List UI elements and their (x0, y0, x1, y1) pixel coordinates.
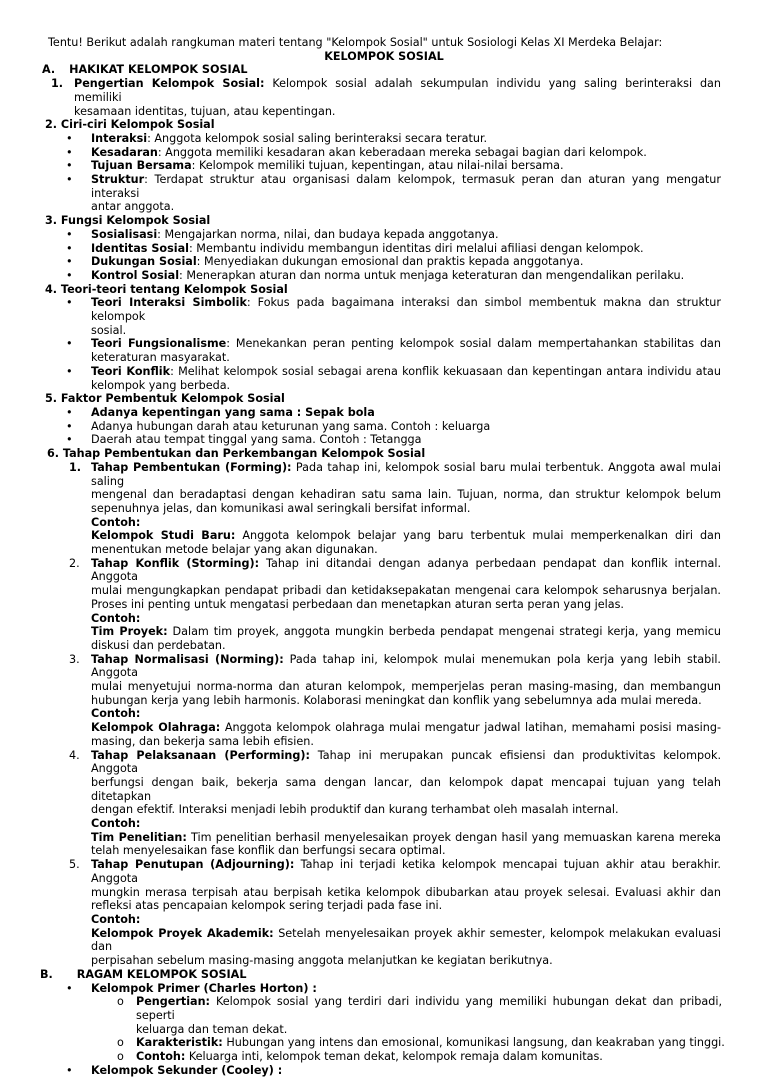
bullet-icon: • (66, 981, 73, 995)
stage-text: sepenuhnya jelas, dan komunikasi awal seringkali bersifat informal. (91, 501, 471, 515)
contoh-label: Contoh: (91, 515, 141, 529)
list-number: 1. (51, 77, 64, 91)
example-text: Kelompok Proyek Akademik: Setelah menyelesaikan proyek akhir semester, kelompok melakukan evaluasi dan (91, 926, 721, 954)
contoh-label: Contoh: (91, 913, 141, 926)
list-item: • Interaksi: Anggota kelompok sosial saling berinteraksi secara teratur. (66, 131, 488, 145)
contoh-label: Contoh: (91, 707, 141, 721)
example-text: menentukan metode belajar yang akan digunakan. (91, 543, 378, 557)
list-item: • Teori Fungsionalisme: Menekankan peran penting kelompok sosial dalam mempertahankan stabilitas dan (66, 337, 721, 351)
list-number: 2. (69, 556, 80, 570)
bullet-icon: • (66, 173, 73, 187)
list-item: • Kelompok Primer (Charles Horton) : (66, 981, 317, 995)
ciri-heading: 2. Ciri-ciri Kelompok Sosial (45, 118, 215, 132)
list-item: • Kontrol Sosial: Menerapkan aturan dan norma untuk menjaga keteraturan dan mengendalikan perilaku. (66, 268, 685, 282)
list-item-cont: sosial. (91, 323, 127, 337)
bullet-icon: • (66, 364, 73, 378)
document-page (0, 36, 768, 1077)
example-text: masing, dan bekerja sama lebih efisien. (91, 734, 314, 748)
list-item: • Kelompok Sekunder (Cooley) : (66, 1063, 283, 1077)
example-text: telah menyelesaikan fase konflik dan berfungsi secara optimal. (91, 844, 446, 858)
faktor-heading: 5. Faktor Pembentuk Kelompok Sosial (45, 392, 285, 406)
example-text: diskusi dan perdebatan. (91, 638, 226, 652)
list-item: • Tujuan Bersama: Kelompok memiliki tujuan, kepentingan, atau nilai-nilai bersama. (66, 159, 564, 173)
bullet-icon: • (66, 131, 73, 145)
sub-list-item: o Pengertian: Kelompok sosial yang terdiri dari individu yang memiliki hubungan dekat dan pribadi, seperti (117, 995, 722, 1022)
example-text: Kelompok Studi Baru: Anggota kelompok belajar yang baru terbentuk mulai memperkenalkan diri dan (91, 529, 721, 543)
sub-list-item: o Contoh: Keluarga inti, kelompok teman dekat, kelompok remaja dalam komunitas. (117, 1050, 603, 1064)
stage-text: mengenal dan beradaptasi dengan kehadiran satu sama lain. Tujuan, norma, dan struktur kelompok belum (91, 488, 721, 502)
circle-bullet-icon: o (117, 995, 124, 1009)
list-item: • Kesadaran: Anggota memiliki kesadaran akan keberadaan mereka sebagai bagian dari kelompok. (66, 145, 647, 159)
list-item: • Daerah atau tempat tinggal yang sama. Contoh : Tetangga (66, 433, 422, 447)
stage-text: dengan efektif. Interaksi menjadi lebih produktif dan kurang terhambat oleh masalah internal. (91, 803, 619, 817)
document-title: KELOMPOK SOSIAL (324, 49, 444, 63)
list-item-cont: kelompok yang berbeda. (91, 378, 231, 392)
tahap-heading: 6. Tahap Pembentukan dan Perkembangan Kelompok Sosial (47, 447, 426, 461)
list-item-cont: antar anggota. (91, 200, 175, 214)
stage-item: 1. Tahap Pembentukan (Forming): Pada tahap ini, kelompok sosial baru mulai terbentuk. Anggota awal mulai saling (69, 460, 721, 488)
pengertian-item-cont: kesamaan identitas, tujuan, atau kepentingan. (74, 104, 336, 118)
pengertian-item: 1. Pengertian Kelompok Sosial: Kelompok sosial adalah sekumpulan individu yang saling berinteraksi dan memiliki (51, 77, 721, 104)
example-text: Kelompok Olahraga: Anggota kelompok olahraga mulai mengatur jadwal latihan, memahami posisi masing- (91, 721, 721, 735)
contoh-label: Contoh: (91, 611, 141, 625)
section-a-heading: A. HAKIKAT KELOMPOK SOSIAL (42, 63, 248, 77)
bullet-icon: • (66, 268, 73, 282)
stage-item: 3. Tahap Normalisasi (Norming): Pada tahap ini, kelompok mulai menemukan pola kerja yang lebih stabil. Anggota (69, 652, 721, 680)
list-number: 4. (69, 748, 80, 762)
stage-item: 5. Tahap Penutupan (Adjourning): Tahap ini terjadi ketika kelompok mencapai tujuan akhir atau berakhir. Anggota (69, 858, 721, 885)
circle-bullet-icon: o (117, 1036, 124, 1050)
bullet-icon: • (66, 419, 73, 433)
list-number: 1. (69, 460, 82, 474)
sub-list-item-cont: keluarga dan teman dekat. (136, 1022, 288, 1036)
stage-text: refleksi atas pencapaian kelompok sering terjadi pada fase ini. (91, 899, 443, 913)
stage-item: 2. Tahap Konflik (Storming): Tahap ini ditandai dengan adanya perbedaan pendapat dan konflik internal. Anggota (69, 556, 722, 584)
list-item: • Dukungan Sosial: Menyediakan dukungan emosional dan praktis kepada anggotanya. (66, 255, 584, 269)
circle-bullet-icon: o (117, 1050, 124, 1064)
section-b-heading: B. RAGAM KELOMPOK SOSIAL (40, 967, 247, 981)
list-item: • Identitas Sosial: Membantu individu membangun identitas diri melalui afiliasi dengan kelompok. (66, 241, 644, 255)
contoh-label: Contoh: (91, 817, 141, 831)
teori-heading: 4. Teori-teori tentang Kelompok Sosial (45, 282, 288, 296)
bullet-icon: • (66, 405, 73, 419)
fungsi-heading: 3. Fungsi Kelompok Sosial (45, 214, 211, 228)
sub-list-item: o Karakteristik: Hubungan yang intens dan emosional, komunikasi langsung, dan keakraban yang tinggi. (117, 1036, 725, 1050)
stage-text: mulai mengungkapkan pendapat pribadi dan ketidaksepakatan mengenai cara kelompok seharusnya berjalan. (91, 584, 721, 598)
bullet-icon: • (66, 1063, 73, 1077)
bullet-icon: • (66, 433, 73, 447)
list-number: 3. (69, 652, 80, 666)
list-item: • Adanya hubungan darah atau keturunan yang sama. Contoh : keluarga (66, 419, 491, 433)
list-number: 5. (69, 858, 80, 872)
list-item: • Struktur: Terdapat struktur atau organisasi dalam kelompok, termasuk peran dan aturan yang mengatur interaksi (66, 173, 721, 200)
example-text: Tim Penelitian: Tim penelitian berhasil menyelesaikan proyek dengan hasil yang memuaskan karena mereka (91, 830, 722, 844)
list-item: • Adanya kepentingan yang sama : Sepak bola (66, 405, 375, 419)
stage-text: mungkin merasa terpisah atau berpisah ketika kelompok dibubarkan atau proyek selesai. Evaluasi akhir dan (91, 885, 721, 899)
stage-item: 4. Tahap Pelaksanaan (Performing): Tahap ini merupakan puncak efisiensi dan produktivitas kelompok. Anggota (69, 748, 722, 776)
bullet-icon: • (66, 255, 73, 269)
bullet-icon: • (66, 296, 73, 310)
bullet-icon: • (66, 227, 73, 241)
example-text: perpisahan sebelum masing-masing anggota melanjutkan ke kegiatan berikutnya. (91, 954, 553, 968)
stage-text: mulai menyetujui norma-norma dan aturan kelompok, memperjelas peran masing-masing, dan membangun (91, 680, 721, 694)
bullet-icon: • (66, 159, 73, 173)
list-item: • Teori Interaksi Simbolik: Fokus pada bagaimana interaksi dan simbol membentuk makna dan struktur kelompok (66, 296, 721, 324)
intro-text: Tentu! Berikut adalah rangkuman materi tentang "Kelompok Sosial" untuk Sosiologi Kelas XI Merdeka Belajar: (48, 36, 663, 49)
list-item: • Sosialisasi: Mengajarkan norma, nilai, dan budaya kepada anggotanya. (66, 227, 499, 241)
list-item: • Teori Konflik: Melihat kelompok sosial sebagai arena konflik kekuasaan dan kepentingan antara individu atau (66, 364, 721, 378)
stage-text: berfungsi dengan baik, bekerja sama dengan lancar, dan kelompok dapat mencapai tujuan yang telah ditetapkan (91, 775, 721, 803)
stage-text: hubungan kerja yang lebih harmonis. Kolaborasi meningkat dan konflik yang sebelumnya ada mulai mereda. (91, 693, 702, 707)
stage-text: Proses ini penting untuk mengatasi perbedaan dan menetapkan aturan serta peran yang jelas. (91, 597, 624, 611)
bullet-icon: • (66, 241, 73, 255)
list-item-cont: keteraturan masyarakat. (91, 351, 230, 365)
bullet-icon: • (66, 145, 73, 159)
bullet-icon: • (66, 337, 73, 351)
example-text: Tim Proyek: Dalam tim proyek, anggota mungkin berbeda pendapat mengenai strategi kerja, yang memicu (91, 625, 721, 639)
